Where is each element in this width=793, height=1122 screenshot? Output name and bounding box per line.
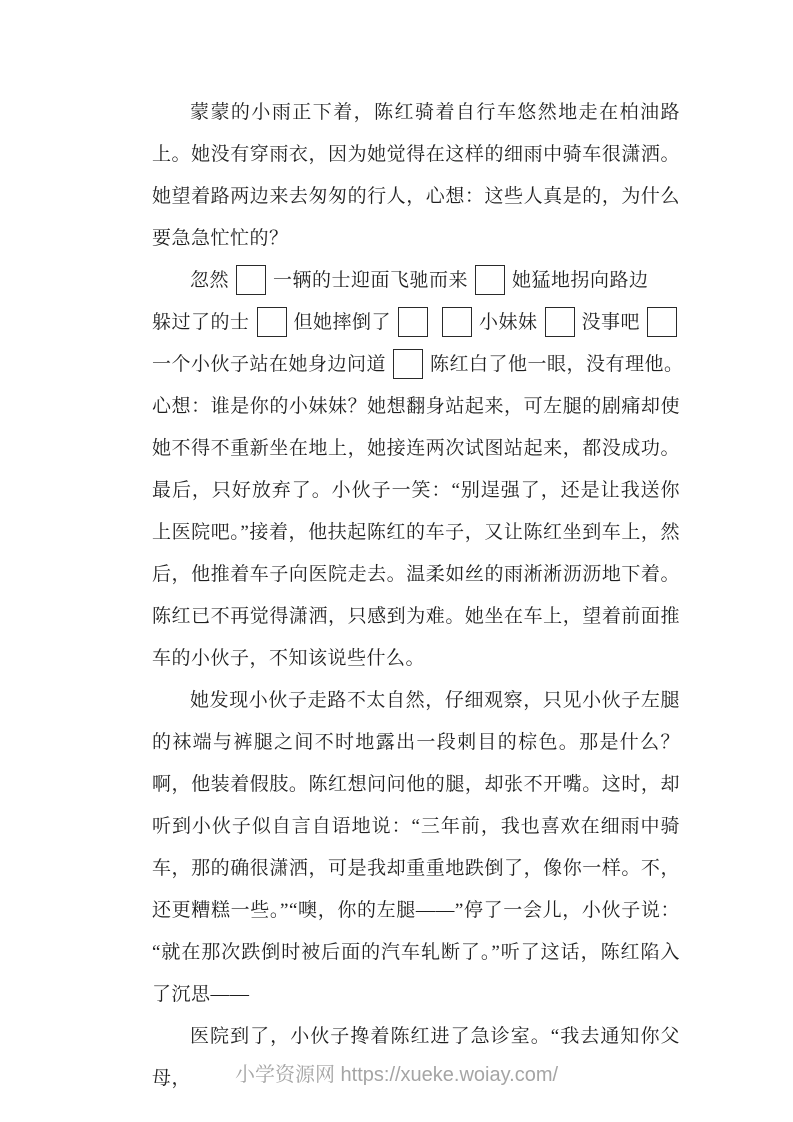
- punctuation-blank-box[interactable]: [545, 307, 575, 337]
- exercise-text: 小妹妹: [479, 312, 538, 333]
- passage-paragraph: 蒙蒙的小雨正下着，陈红骑着自行车悠然地走在柏油路上。她没有穿雨衣，因为她觉得在这样的细雨中骑车很潇洒。她望着路两边来去匆匆的行人，心想：这些人真是的，为什么要急急忙忙的？: [152, 102, 680, 249]
- punctuation-blank-box[interactable]: [398, 307, 428, 337]
- watermark-url-link[interactable]: https://xueke.woiay.com/: [340, 1064, 559, 1086]
- passage-paragraph: 心想：谁是你的小妹妹？她想翻身站起来，可左腿的剧痛却使她不得不重新坐在地上，她接连两次试图站起来，都没成功。最后，只好放弃了。小伙子一笑：“别逞强了，还是让我送你上医院吧。”接着，他扶起陈红的车子，又让陈红坐到车上，然后，他推着车子向医院走去。温柔如丝的雨淅淅沥沥地下着。陈红已不再觉得潇洒，只感到为难。她坐在车上，望着前面推车的小伙子，不知该说些什么。: [152, 396, 680, 669]
- punctuation-blank-box[interactable]: [442, 307, 472, 337]
- exercise-text: 陈红白了他一眼，没有理他。: [430, 354, 684, 375]
- exercise-text: 没事吧: [581, 312, 641, 333]
- watermark-site-name: 小学资源网: [234, 1064, 335, 1086]
- exercise-text: 一个小伙子站在她身边问道: [152, 354, 387, 375]
- exercise-line: [152, 344, 684, 386]
- exercise-line: [152, 302, 680, 344]
- punctuation-blank-box[interactable]: [393, 349, 423, 379]
- watermark-footer: [0, 1062, 793, 1088]
- exercise-text: 她猛地拐向路边: [512, 270, 649, 291]
- exercise-line: [152, 260, 680, 302]
- punctuation-blank-box[interactable]: [257, 307, 287, 337]
- exercise-text: 一辆的士迎面飞驰而来: [273, 270, 469, 291]
- punctuation-blank-box[interactable]: [236, 265, 266, 295]
- exercise-text: 但她摔倒了: [293, 312, 392, 333]
- punctuation-blank-box[interactable]: [475, 265, 505, 295]
- exercise-text: 躲过了的士: [152, 312, 250, 333]
- exercise-text: 忽然: [190, 270, 230, 291]
- passage-paragraph: 医院到了，小伙子搀着陈红进了急诊室。“我去通知你父母，: [152, 1026, 680, 1089]
- passage-container: [152, 92, 684, 1100]
- punctuation-blank-box[interactable]: [647, 307, 677, 337]
- passage-paragraph: 她发现小伙子走路不太自然，仔细观察，只见小伙子左腿的袜端与裤腿之间不时地露出一段刺目的棕色。那是什么？啊，他装着假肢。陈红想问问他的腿，却张不开嘴。这时，却听到小伙子似自言自语地说：“三年前，我也喜欢在细雨中骑车，那的确很潇洒，可是我却重重地跌倒了，像你一样。不，还更糟糕一些。”“噢，你的左腿——”停了一会儿，小伙子说：“就在那次跌倒时被后面的汽车轧断了。”听了这话，陈红陷入了沉思——: [152, 690, 680, 1005]
